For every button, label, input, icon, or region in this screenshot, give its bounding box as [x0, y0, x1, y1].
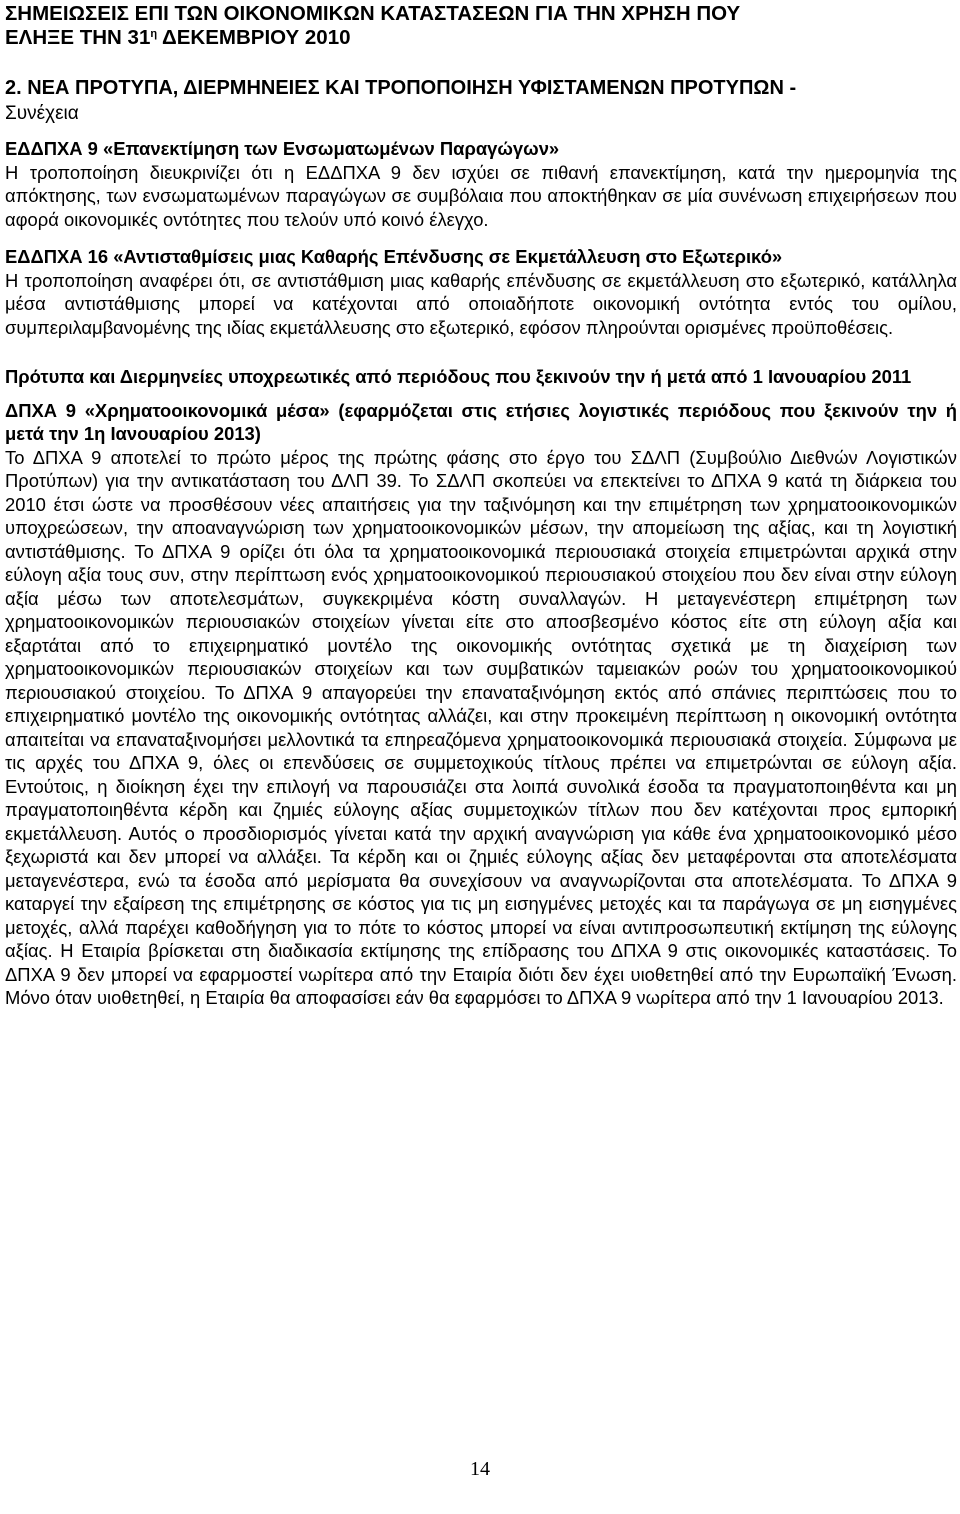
standards-heading: Πρότυπα και Διερμηνείες υποχρεωτικές από περιόδους που ξεκινούν την ή μετά από 1 Ιανουαρίου 2011	[5, 366, 912, 387]
page-number: 14	[470, 1458, 490, 1480]
section-heading	[5, 75, 957, 127]
document-title	[5, 2, 957, 50]
ifric-16-heading: ΕΔΔΠΧΑ 16 «Αντισταθμίσεις μιας Καθαρής Επένδυσης σε Εκμετάλλευση στο Εξωτερικό»	[5, 246, 783, 267]
document-title-line-1: ΣΗΜΕΙΩΣΕΙΣ ΕΠΙ ΤΩΝ ΟΙΚΟΝΟΜΙΚΩΝ ΚΑΤΑΣΤΑΣΕΩΝ ΓΙΑ ΤΗΝ ΧΡΗΣΗ ΠΟΥ	[5, 2, 741, 25]
title-date-superscript: η	[150, 28, 158, 40]
ifric-9-heading: ΕΔΔΠΧΑ 9 «Επανεκτίμηση των Ενσωματωμένων Παραγώγων»	[5, 138, 560, 159]
ifrs-9-heading: ΔΠΧΑ 9 «Χρηματοοικονομικά μέσα» (εφαρμόζεται στις ετήσιες λογιστικές περιόδους που ξεκινούν την ή μετά την 1η Ιανουαρίου 2013)	[5, 399, 957, 444]
ifric-16-text: Η τροποποίηση αναφέρει ότι, σε αντιστάθμιση μιας καθαρής επένδυσης σε εκμετάλλευση στο εξωτερικό, κατάλληλα μέσα αντιστάθμισης μπορεί να κατέχονται από οποιαδήποτε οικονομική οντότητα εντός του ομίλου, συμπεριλαμβανομένης της ιδίας εκμετάλλευσης στο εξωτερικό, εφόσον πληρούνται ορισμένες προϋποθέσεις.	[5, 269, 957, 338]
title-date-suffix: ΔΕΚΕΜΒΡΙΟΥ 2010	[157, 26, 351, 49]
standards-section	[5, 365, 957, 1010]
ifric-9-text: Η τροποποίηση διευκρινίζει ότι η ΕΔΔΠΧΑ 9 δεν ισχύει σε πιθανή επανεκτίμηση, κατά την ημερομηνία της απόκτησης, των ενσωματωμένων παραγώγων σε συμβόλαια που αποκτήθηκαν σε μία συνένωση επιχειρήσεων που αφορά οικονομικές οντότητες που τελούν υπό κοινό έλεγχο.	[5, 161, 957, 230]
document-title-line-2	[5, 26, 957, 50]
ifric-9-block	[5, 137, 957, 231]
section-heading-line-1: 2. ΝΕΑ ΠΡΟΤΥΠΑ, ΔΙΕΡΜΗΝΕΙΕΣ ΚΑΙ ΤΡΟΠΟΠΟΙΗΣΗ ΥΦΙΣΤΑΜΕΝΩΝ ΠΡΟΤΥΠΩΝ -	[5, 77, 797, 99]
ifrs-9-text: Το ΔΠΧΑ 9 αποτελεί το πρώτο μέρος της πρώτης φάσης στο έργο του ΣΔΛΠ (Συμβούλιο Διεθνών Λογιστικών Προτύπων) για την αντικατάσταση του ΔΛΠ 39. Το ΣΔΛΠ σκοπεύει να επεκτείνει το ΔΠΧΑ 9 κατά τη διάρκεια του 2010 έτσι ώστε να προσθέσουν νέες απαιτήσεις για την ταξινόμηση και την επιμέτρηση των χρηματοοικονομικών υποχρεώσεων, την αποαναγνώριση των χρηματοοικονομικών μέσων, την απομείωση της αξίας, και τη λογιστική αντιστάθμισης. Το ΔΠΧΑ 9 ορίζει ότι όλα τα χρηματοοικονομικά περιουσιακά στοιχεία επιμετρώνται αρχικά στην εύλογη αξία τους συν, στην περίπτωση ενός χρηματοοικονομικού περιουσιακού στοιχείου που δεν είναι στην εύλογη αξία μέσω των αποτελεσμάτων, συγκεκριμένα κόστη συναλλαγών. Η μεταγενέστερη επιμέτρηση των χρηματοοικονομικών περιουσιακών στοιχείων γίνεται είτε στο αποσβεσμένο κόστος είτε στη εύλογη αξία και εξαρτάται από το επιχειρηματικό μοντέλο της οικονομικής οντότητας σχετικά με τη διαχείριση των χρηματοοικονομικών περιουσιακών στοιχείων και των συμβατικών ταμειακών ροών του χρηματοοικονομικού περιουσιακού στοιχείου. Το ΔΠΧΑ 9 απαγορεύει την επαναταξινόμηση εκτός από σπάνιες περιπτώσεις που το επιχειρηματικό μοντέλο της οικονομικής οντότητας αλλάζει, και στην προκειμένη περίπτωση η οικονομική οντότητα απαιτείται να επαναταξινομήσει μελλοντικά τα επηρεαζόμενα χρηματοοικονομικά περιουσιακά στοιχεία. Σύμφωνα με τις αρχές του ΔΠΧΑ 9, όλες οι επενδύσεις σε συμμετοχικούς τίτλους πρέπει να επιμετρώνται σε εύλογη αξία. Εντούτοις, η διοίκηση έχει την επιλογή να παρουσιάζει στα λοιπά συνολικά έσοδα τα πραγματοποιηθέντα και μη πραγματοποιηθέντα κέρδη και ζημιές εύλογης αξίας συμμετοχικών τίτλων που δεν κατέχονται προς εμπορική εκμετάλλευση. Αυτός ο προσδιορισμός γίνεται κατά την αρχική αναγνώριση για κάθε ένα χρηματοοικονομικό μέσο ξεχωριστά και δεν μπορεί να αλλάξει. Τα κέρδη και οι ζημιές εύλογης αξίας δεν μεταφέρονται στα αποτελέσματα μεταγενέστερα, ενώ τα έσοδα από μερίσματα θα συνεχίσουν να αναγνωρίζονται στα αποτελέσματα. Το ΔΠΧΑ 9 καταργεί την εξαίρεση της επιμέτρησης σε κόστος για τις μη εισηγμένες μετοχές και τα παράγωγα σε μη εισηγμένες μετοχές, αλλά παρέχει καθοδήγηση για το πότε το κόστος μπορεί να είναι αντιπροσωπευτική εκτίμηση της εύλογης αξίας. Η Εταιρία βρίσκεται στη διαδικασία εκτίμησης της επίδρασης του ΔΠΧΑ 9 στις οικονομικές καταστάσεις. Το ΔΠΧΑ 9 δεν μπορεί να εφαρμοστεί νωρίτερα από την Εταιρία διότι δεν έχει υιοθετηθεί από την Ευρωπαϊκή Ένωση. Μόνο όταν υιοθετηθεί, η Εταιρία θα αποφασίσει εάν θα εφαρμόσει το ΔΠΧΑ 9 νωρίτερα από την 1 Ιανουαρίου 2013.	[5, 446, 957, 1008]
document-page	[5, 0, 957, 1010]
title-date-prefix: ΕΛΗΞΕ ΤΗΝ 31	[5, 26, 151, 49]
section-heading-line-2: Συνέχεια	[5, 103, 79, 124]
ifric-16-block	[5, 245, 957, 339]
